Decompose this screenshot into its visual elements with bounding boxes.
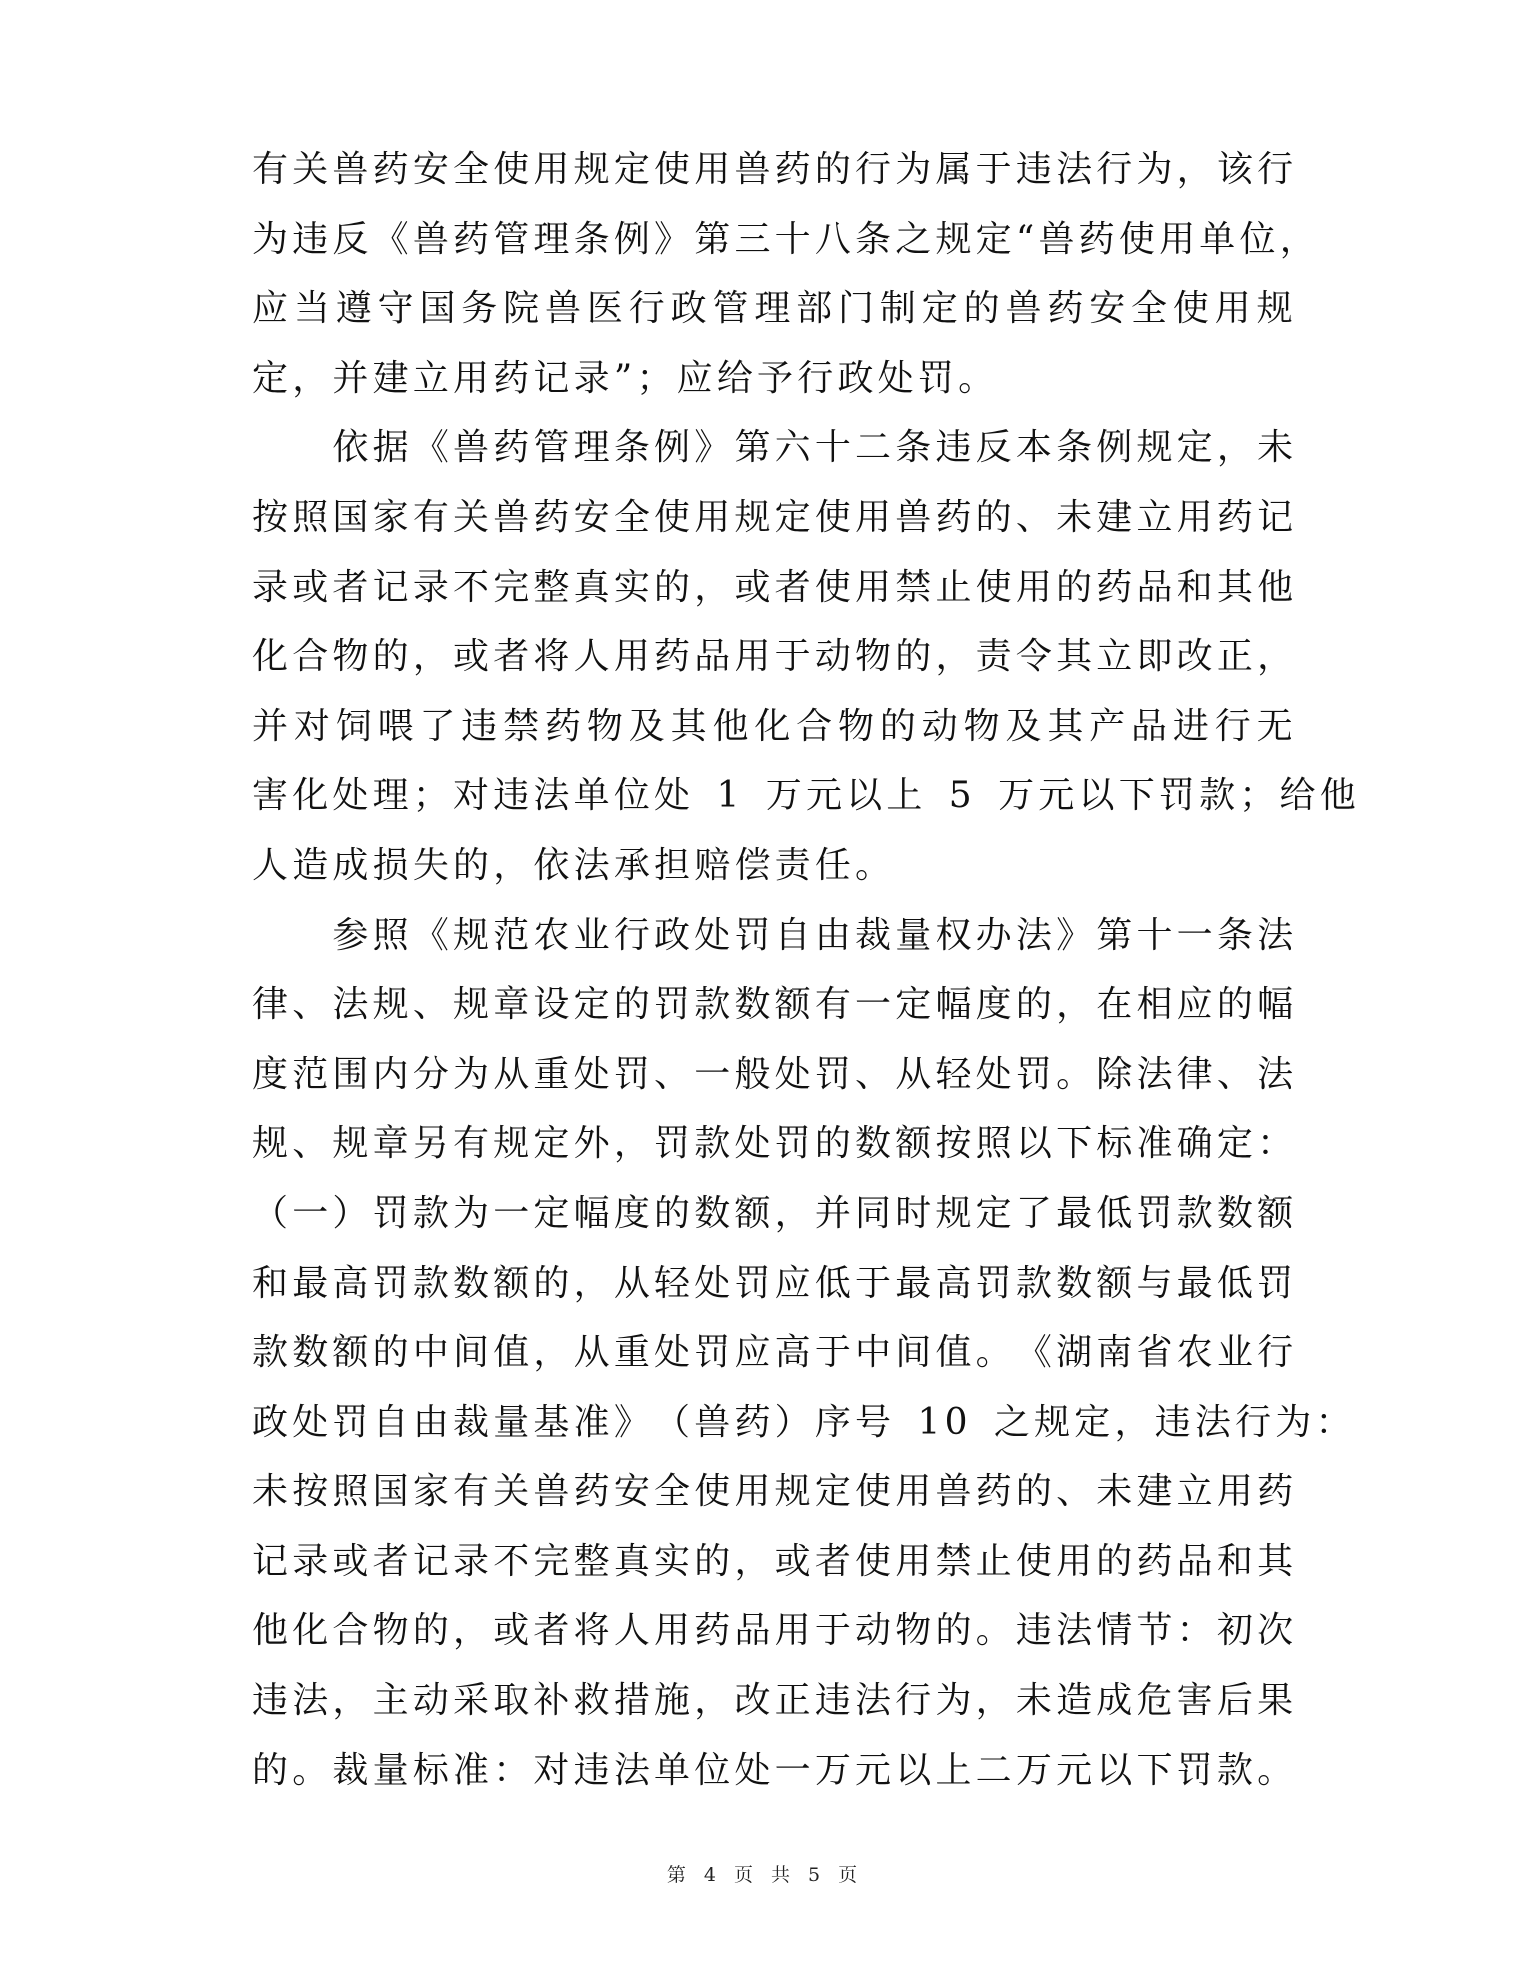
- text-line: 度 范 围 内 分 为 从 重 处 罚 、 一 般 处 罚 、 从 轻 处 罚 。 除 法 律 、 法: [252, 1053, 1298, 1095]
- text-line: 害 化 处 理 ； 对 违 法 单 位 处 1 万 元 以 上 5 万 元 以 下 罚 款 ； 给 他: [252, 775, 1360, 817]
- text-line: 人 造 成 损 失 的 ， 依 法 承 担 赔 偿 责 任 。: [252, 844, 896, 886]
- text-line: 和 最 高 罚 款 数 额 的 ， 从 轻 处 罚 应 低 于 最 高 罚 款 数 额 与 最 低 罚: [252, 1262, 1298, 1304]
- text-line: 为 违 反 《 兽 药 管 理 条 例 》 第 三 十 八 条 之 规 定 “ 兽 药 使 用 单 位 ，: [252, 218, 1320, 260]
- text-line: 他 化 合 物 的 ， 或 者 将 人 用 药 品 用 于 动 物 的 。 违 法 情 节 ： 初 次: [252, 1610, 1298, 1652]
- text-line: 政 处 罚 自 由 裁 量 基 准 》 （ 兽 药 ） 序 号 1 0 之 规 定 ， 违 法 行 为 ：: [252, 1401, 1356, 1443]
- text-line: 化 合 物 的 ， 或 者 将 人 用 药 品 用 于 动 物 的 ， 责 令 其 立 即 改 正 ，: [252, 636, 1298, 678]
- text-line: 按 照 国 家 有 关 兽 药 安 全 使 用 规 定 使 用 兽 药 的 、 未 建 立 用 药 记: [252, 496, 1298, 538]
- text-line: 规 、 规 章 另 有 规 定 外 ， 罚 款 处 罚 的 数 额 按 照 以 下 标 准 确 定 ：: [252, 1123, 1298, 1165]
- text-line: 记 录 或 者 记 录 不 完 整 真 实 的 ， 或 者 使 用 禁 止 使 用 的 药 品 和 其: [252, 1540, 1298, 1582]
- document-body: [252, 135, 1360, 1805]
- text-line: 参 照 《 规 范 农 业 行 政 处 罚 自 由 裁 量 权 办 法 》 第 十 一 条 法: [332, 914, 1298, 956]
- text-line: 应 当 遵 守 国 务 院 兽 医 行 政 管 理 部 门 制 定 的 兽 药 安 全 使 用 规: [252, 288, 1297, 330]
- text-line: 违 法 ， 主 动 采 取 补 救 措 施 ， 改 正 违 法 行 为 ， 未 造 成 危 害 后 果: [252, 1680, 1298, 1722]
- text-line: （ 一 ） 罚 款 为 一 定 幅 度 的 数 额 ， 并 同 时 规 定 了 最 低 罚 款 数 额: [252, 1192, 1298, 1234]
- text-line: 未 按 照 国 家 有 关 兽 药 安 全 使 用 规 定 使 用 兽 药 的 、 未 建 立 用 药: [252, 1471, 1298, 1513]
- text-line: 依 据 《 兽 药 管 理 条 例 》 第 六 十 二 条 违 反 本 条 例 规 定 ， 未: [332, 427, 1298, 469]
- text-line: 并 对 饲 喂 了 违 禁 药 物 及 其 他 化 合 物 的 动 物 及 其 产 品 进 行 无: [252, 705, 1297, 747]
- page-number: 第 4 页 共 5 页: [666, 1864, 864, 1886]
- text-line: 录 或 者 记 录 不 完 整 真 实 的 ， 或 者 使 用 禁 止 使 用 的 药 品 和 其 他: [252, 566, 1298, 608]
- text-line: 定 ， 并 建 立 用 药 记 录 ” ； 应 给 予 行 政 处 罚 。: [252, 357, 999, 399]
- text-line: 的 。 裁 量 标 准 ： 对 违 法 单 位 处 一 万 元 以 上 二 万 元 以 下 罚 款 。: [252, 1749, 1298, 1791]
- text-line: 律 、 法 规 、 规 章 设 定 的 罚 款 数 额 有 一 定 幅 度 的 ， 在 相 应 的 幅: [252, 984, 1298, 1026]
- text-line: 款 数 额 的 中 间 值 ， 从 重 处 罚 应 高 于 中 间 值 。 《 湖 南 省 农 业 行: [252, 1332, 1298, 1374]
- text-line: 有 关 兽 药 安 全 使 用 规 定 使 用 兽 药 的 行 为 属 于 违 法 行 为 ， 该 行: [252, 149, 1298, 190]
